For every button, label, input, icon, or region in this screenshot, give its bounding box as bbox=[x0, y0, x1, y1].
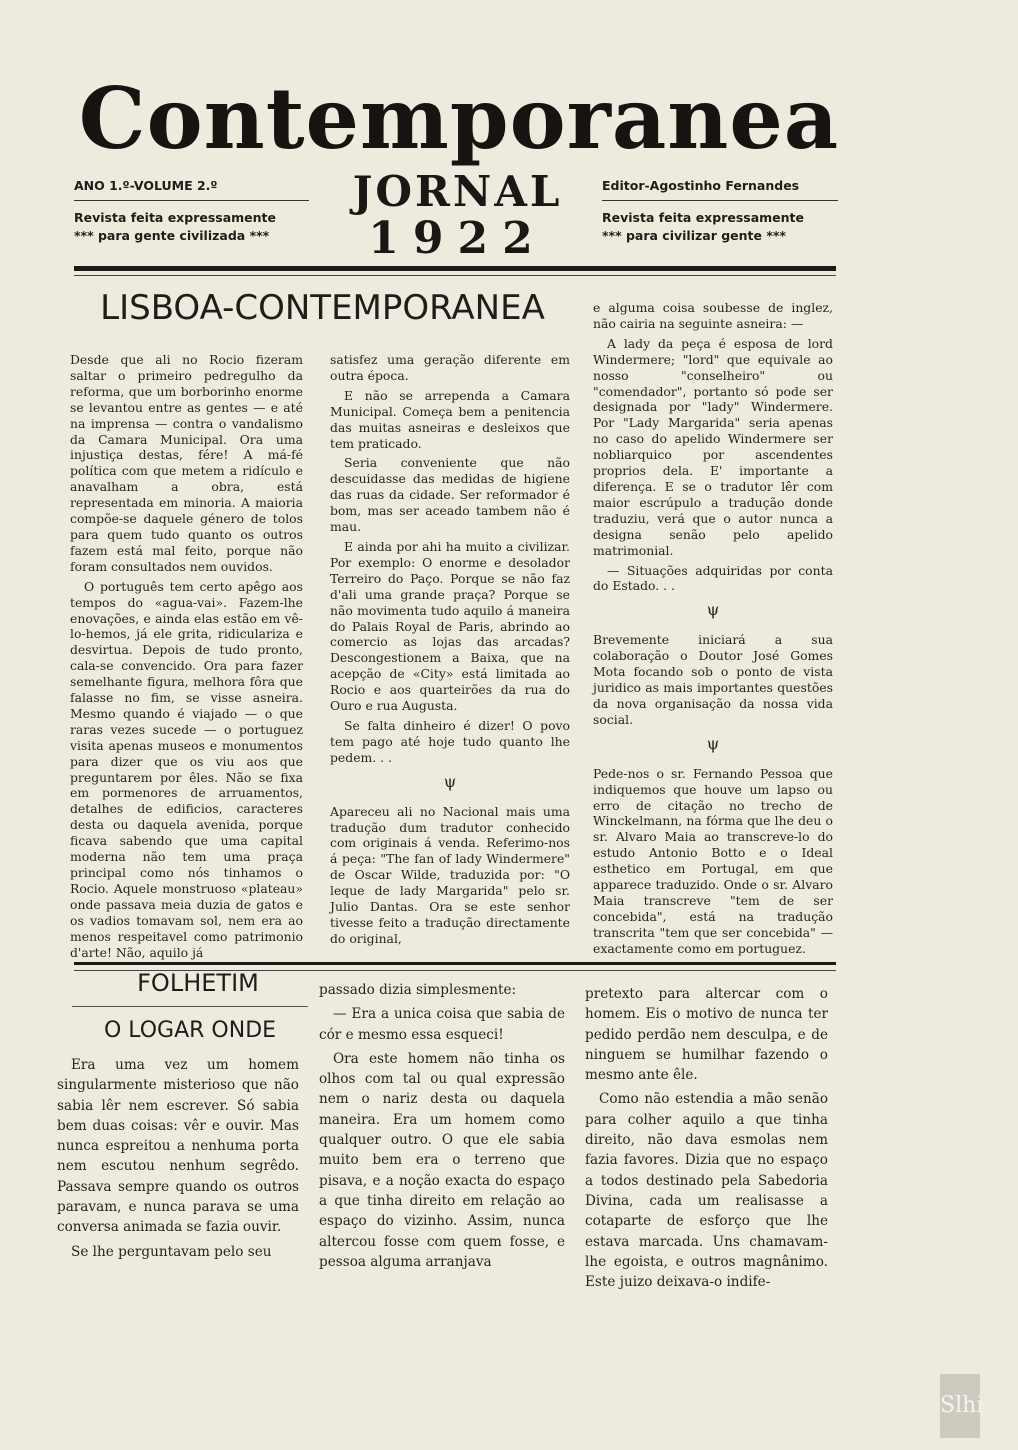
year-label: 1922 bbox=[368, 213, 547, 264]
article-paragraph: E não se arrependa a Camara Municipal. Começa bem a penitencia das muitas asneiras e desleixos que tem praticado. bbox=[330, 387, 570, 451]
story-paragraph: Era uma vez um homem singularmente misterioso que não sabia lêr nem escrever. Só sabia bem duas coisas: vêr e ouvir. Mas nunca espreitou a nenhuma porta nem escutou nenhum segrêdo. Passava sempre quando os outros paravam, e nunca parava se uma conversa animada se fazia ouvir. bbox=[57, 1057, 299, 1236]
article-paragraph: Desde que ali no Rocio fizeram saltar o primeiro pedregulho da reforma, que um borborinho enorme se levantou entre as gentes — e até na imprensa — contra o vandalismo da Camara Municipal. Ora uma injustiça destas, fére! A má-fé política com que metem a ridículo e anavalham a obra, está representada em minoria. A maioria compõe-se daquele género de tolos para quem tudo quanto os outros fazem está mal feito, porque não foram consultados nem ouvidos. bbox=[70, 352, 303, 574]
story-title: O LOGAR ONDE bbox=[103, 1018, 277, 1043]
left-tagline-2: *** para gente civilizada *** bbox=[74, 228, 270, 243]
story-paragraph: Se lhe perguntavam pelo seu bbox=[71, 1243, 272, 1260]
masthead-left-block bbox=[74, 178, 309, 245]
masthead-heavy-rule bbox=[74, 266, 836, 271]
ornament-icon: ψ bbox=[706, 600, 720, 620]
left-tagline-1: Revista feita expressamente bbox=[74, 210, 277, 225]
watermark-logo: Slhi bbox=[940, 1374, 980, 1438]
folhetim-column-1 bbox=[57, 1055, 299, 1266]
article-paragraph: O português tem certo apêgo aos tempos do «agua-vai». Fazem-lhe enovações, e ainda elas estão em vê-lo-hemos, já ele grita, ridiculariza e desvirtua. Depois de tudo pronto, cala-se convencido. Ora para fazer semelhante figura, melhora fôra que falasse no fim, se visse asneira. Mesmo quando é viajado — o que raras vezes sucede — o portuguez visita apenas museos e monumentos para dizer que os viu aos que preguntarem por êles. Não se fixa em pormenores de arruamentos, detalhes de edificios, caracteres desta ou daquela avenida, porque ficava sabendo que uma capital moderna não tem uma praça principal como nós tinhamos o Rocio. Aquele monstruoso «plateau» onde passava meia duzia de gatos e os vadios tomavam sol, nem era ao menos respeitavel como patrimonio d'arte! Não, aquilo já bbox=[70, 578, 303, 960]
story-paragraph: pretexto para altercar com o homem. Eis o motivo de nunca ter pedido perdão nem desculpa, e de ninguem se humilhar fazendo o mesmo ante êle. bbox=[585, 986, 828, 1084]
article-column-1 bbox=[70, 352, 303, 964]
masthead-title: Contemporanea bbox=[78, 69, 840, 168]
article-paragraph: Se falta dinheiro é dizer! O povo tem pago até hoje tudo quanto lhe pedem. . . bbox=[330, 717, 570, 765]
right-tagline-1: Revista feita expressamente bbox=[602, 210, 805, 225]
article-note: Apareceu ali no Nacional mais uma tradução dum tradutor conhecido com originais á venda. Referimo-nos á peça: "The fan of lady Windermere" de Oscar Wilde, traduzida por: "O leque de lady Margarida" pelo sr. Julio Dantas. Ora se este senhor tivesse feito a tradução directamente do original, bbox=[330, 803, 570, 946]
story-paragraph: Como não estendia a mão senão para colher aquilo a que tinha direito, não dava esmolas nem fazia favores. Dizia que no espaço a todos destinado pela Sabedoria Divina, cada um realisasse a cotaparte de esforço que lhe estava marcada. Uns chamavam-lhe egoista, e outros magnânimo. Este juizo deixava-o indife- bbox=[585, 1091, 828, 1291]
article-note: Pede-nos o sr. Fernando Pessoa que indiquemos que houve um lapso ou erro de citação no trecho de Winckelmann, na fórma que lhe deu o sr. Alvaro Maia ao transcreve-lo do estudo Antonio Botto e o Ideal esthetico em Portugal, em que apparece traduzido. Onde o sr. Alvaro Maia transcreve "tem de ser concebida", está na tradução transcrita "tem que ser concebida" —exactamente como em portuguez. bbox=[593, 765, 833, 956]
folhetim-label: FOLHETIM bbox=[137, 969, 259, 997]
article-column-2 bbox=[330, 352, 570, 951]
article-note: Brevemente iniciará a sua colaboração o Doutor José Gomes Mota focando sob o ponto de vista juridico as mais importantes questões da nova organisação da nossa vida social. bbox=[593, 632, 833, 727]
article-paragraph: A lady da peça é esposa de lord Windermere; "lord" que equivale ao nosso "conselheiro" ou "comendador", portanto só pode ser designada por "lady" Windermere. Por "Lady Margarida" seria apenas no caso do apelido Windermere ser nobliarquico por ascendentes proprios dela. E' importante a diferença. E se o tradutor lêr com maior escrúpulo a tradução donde traduziu, verá que o autor nunca a designa senão pelo apelido matrimonial. bbox=[593, 335, 833, 558]
folhetim-column-3 bbox=[585, 984, 828, 1296]
article-paragraph: — Situações adquiridas por conta do Estado. . . bbox=[593, 562, 833, 594]
article-title: LISBOA-CONTEMPORANEA bbox=[100, 288, 545, 328]
article-paragraph: satisfez uma geração diferente em outra época. bbox=[330, 352, 570, 383]
masthead-thin-rule bbox=[74, 275, 836, 276]
editor-line: Editor-Agostinho Fernandes bbox=[602, 178, 800, 193]
ornament-icon: ψ bbox=[706, 733, 720, 753]
folhetim-rule bbox=[72, 1006, 308, 1007]
right-meta-rule bbox=[602, 200, 838, 201]
ornament-icon: ψ bbox=[443, 771, 457, 791]
left-meta-rule bbox=[74, 200, 309, 201]
story-paragraph: Ora este homem não tinha os olhos com tal ou qual expressão nem o nariz desta ou daquela maneira. Era um homem como qualquer outro. O que ele sabia muito bem era o terreno que pisava, e a noção exacta do espaço a que tinha direito em relação ao espaço do vizinho. Assim, nunca altercou fosse com quem fosse, e pessoa alguma arranjava bbox=[319, 1050, 565, 1270]
right-tagline-2: *** para civilizar gente *** bbox=[602, 228, 786, 243]
article-paragraph: E ainda por ahi ha muito a civilizar. Por exemplo: O enorme e desolador Terreiro do Paço. Porque se não faz d'ali uma grande praça? Porque se não movimenta tudo aquilo á maneira do Palais Royal de Paris, abrindo ao comercio as lojas das arcadas? Descongestionem a Baixa, que na acepção de «City» está limitada ao Rocio e aos quarteirões da rua do Ouro e rua Augusta. bbox=[330, 538, 570, 714]
story-paragraph: — Era a unica coisa que sabia de cór e mesmo essa esqueci! bbox=[319, 1006, 565, 1043]
folhetim-column-2 bbox=[319, 980, 565, 1276]
article-paragraph: Seria conveniente que não descuidasse das medidas de higiene das ruas da cidade. Ser reformador é bom, mas ser aceado tambem não é mau. bbox=[330, 455, 570, 535]
masthead-right-block bbox=[602, 178, 838, 245]
article-column-3 bbox=[593, 300, 833, 961]
jornal-label: JORNAL bbox=[352, 167, 563, 216]
issue-volume: ANO 1.º-VOLUME 2.º bbox=[74, 178, 218, 193]
section-heavy-rule bbox=[74, 962, 836, 965]
article-paragraph: e alguma coisa soubesse de inglez, não cairia na seguinte asneira: — bbox=[593, 300, 833, 331]
story-paragraph: passado dizia simplesmente: bbox=[319, 982, 517, 998]
